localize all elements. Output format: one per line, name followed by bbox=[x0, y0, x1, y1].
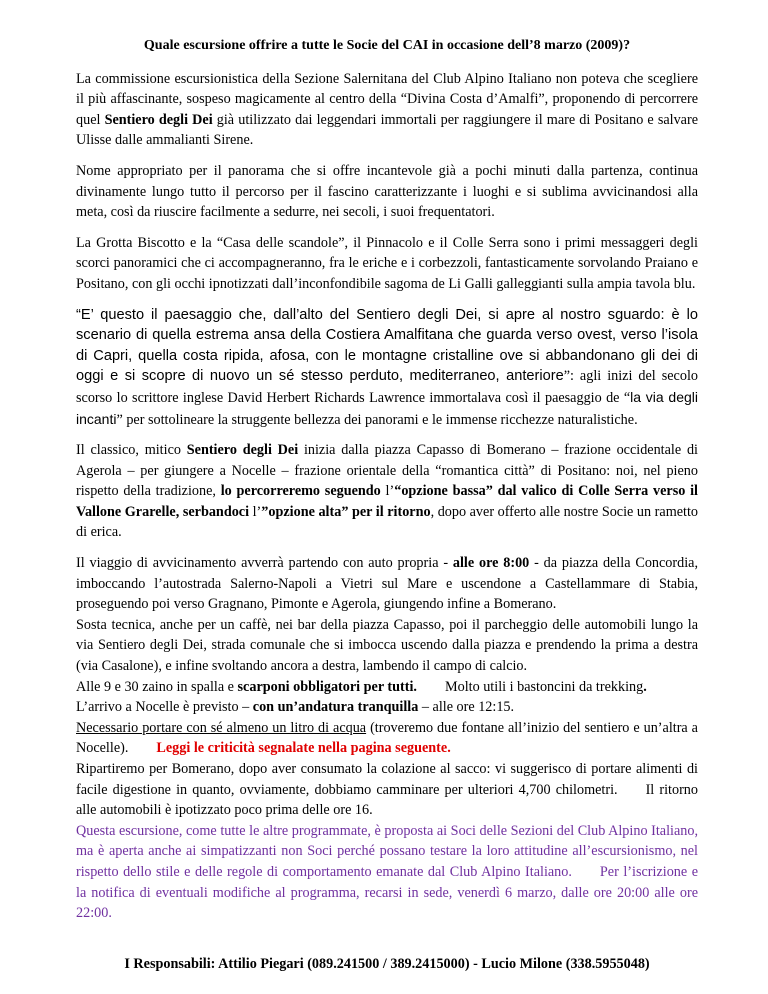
bold-text: alle ore 8:00 bbox=[452, 555, 530, 572]
logistics-registration bbox=[76, 821, 698, 924]
bold-text: ”opzione alta” per il ritorno bbox=[261, 503, 431, 520]
text: Ripartiremo per Bomerano, dopo aver consumato la colazione al sacco: vi suggerisco di portare alimenti di facile digestione in quanto, ovviamente, dobbiamo camminare per ulteriori 4,700 chilometri. bbox=[76, 761, 698, 798]
quote-title: la via degli incanti bbox=[76, 388, 698, 427]
paragraph-name: Nome appropriato per il panorama che si offre incantevole già a pochi minuti dalla partenza, continua divinamente lungo tutto il percorso per il fascino caratterizzante i luoghi e si sublima avvicinandosi alla meta, così da riuscire facilmente a sedurre, nei secoli, i suoi frequentatori. bbox=[76, 162, 698, 221]
text: già utilizzato dai leggendari immortali per raggiungere il mare di Positano e salvare Ulisse dalle ammalianti Sirene. bbox=[76, 111, 699, 149]
text: Il classico, mitico bbox=[76, 442, 187, 459]
text: - da piazza della Concordia, imboccando l’autostrada Salerno-Napoli a Vietri sul Mare e uscendone a Castellammare di Stabia, proseguendo poi verso Gragnano, Pimonte e Agerola, giungendo infine a Bomerano. bbox=[76, 555, 699, 613]
text: Per l’iscrizione e la notifica di eventuali modifiche al programma, recarsi in sede, venerdì 6 marzo, dalle ore 20:00 alle ore 22:00. bbox=[76, 863, 698, 922]
paragraph-quote bbox=[76, 305, 698, 431]
warning-text: Leggi le criticità segnalate nella pagina seguente. bbox=[156, 740, 451, 757]
text: l’ bbox=[249, 503, 262, 520]
bold-text: scarponi obbligatori per tutti. bbox=[237, 678, 417, 695]
logistics-stop: Sosta tecnica, anche per un caffè, nei bar della piazza Capasso, poi il parcheggio delle automobili lungo la via Sentiero degli Dei, strada comunale che si imbocca uscendo dalla piazza e prendendo la prima a destra (via Casalone), e infine svoltando ancora a destra, lambendo il campo di calcio. bbox=[76, 616, 698, 675]
logistics-water bbox=[76, 718, 698, 759]
paragraph-logistics bbox=[76, 553, 698, 924]
logistics-travel bbox=[76, 553, 698, 615]
bold-text: . bbox=[643, 678, 647, 695]
text: l’ bbox=[380, 483, 395, 500]
text: La commissione escursionistica della Sezione Salernitana del Club Alpino Italiano non poteva che scegliere il più affascinante, sospeso magicamente al centro della “Divina Costa d’Amalfi”, proponendo di percorrere quel bbox=[76, 70, 698, 128]
text: Il ritorno alle automobili è ipotizzato poco prima delle ore 16. bbox=[76, 781, 698, 819]
paragraph-intro bbox=[76, 69, 698, 151]
bold-text: con un’andatura tranquilla bbox=[252, 699, 419, 716]
text: (troveremo due fontane all’inizio del sentiero e un’altra a Nocelle). bbox=[76, 719, 698, 757]
logistics-return bbox=[76, 759, 698, 821]
text: Molto utili i bastoncini da trekking bbox=[444, 678, 644, 695]
text: Alle 9 e 30 zaino in spalla e bbox=[76, 678, 238, 695]
bold-text: Sentiero degli Dei bbox=[104, 111, 213, 128]
text: inizia dalla piazza Capasso di Bomerano – frazione occidentale di Agerola – per giungere a Nocelle – frazione orientale della “romantica città” di Positano: noi, nel pieno rispetto della tradizione, bbox=[76, 442, 698, 500]
text: – alle ore 12:15. bbox=[418, 699, 515, 716]
bold-text: “opzione bassa” dal valico di Colle Serra verso il Vallone Grarelle, serbandoci bbox=[76, 483, 698, 520]
text: L’arrivo a Nocelle è previsto – bbox=[76, 699, 253, 716]
bold-text: lo percorreremo seguendo bbox=[220, 483, 381, 500]
lawrence-quote: “E’ questo il paesaggio che, dall’alto del Sentiero degli Dei, si apre al nostro sguardo: è lo scenario di quella estrema ansa della Costiera Amalfitana che guarda verso ovest, verso l’isola di Capri, quella costa ripida, afosa, con le montagne cristalline ove si abbandonano gli dei di oggi e si scopre di nuovo un sé stesso perduto, mediterraneo, anteriore bbox=[76, 306, 698, 385]
text: ” per sottolineare la struggente bellezza dei panorami e le immense ricchezze naturalistiche. bbox=[116, 411, 638, 428]
text: ”: agli inizi del secolo scorso lo scrittore inglese David Herbert Richards Lawrence immortalava così il paesaggio de “ bbox=[76, 368, 698, 406]
bold-text: Sentiero degli Dei bbox=[186, 442, 299, 459]
text: , dopo aver offerto alle nostre Socie un rametto di erica. bbox=[76, 503, 699, 541]
logistics-start bbox=[76, 677, 698, 698]
logistics-arrival bbox=[76, 697, 698, 718]
paragraph-landmarks: La Grotta Biscotto e la “Casa delle scandole”, il Pinnacolo e il Colle Serra sono i primi messaggeri degli scorci panoramici che ci accompagneranno, fra le eriche e i corbezzoli, fantasticamente sorvolando Praiano e Positano, con gli occhi ipnotizzati dall’inconfondibile sagoma de Li Galli galleggianti sulla ampia tavola blu. bbox=[76, 234, 698, 292]
underlined-text: Necessario portare con sé almeno un litro di acqua bbox=[76, 719, 367, 736]
footer-contacts: I Responsabili: Attilio Piegari (089.241500 / 389.2415000) - Lucio Milone (338.5955048) bbox=[124, 955, 650, 972]
text: Il viaggio di avvicinamento avverrà partendo con auto propria - bbox=[76, 555, 453, 572]
page-title: Quale escursione offrire a tutte le Socie del CAI in occasione dell’8 marzo (2009)? bbox=[143, 38, 631, 53]
paragraph-route bbox=[76, 440, 698, 543]
text: Questa escursione, come tutte le altre programmate, è proposta ai Soci delle Sezioni del Club Alpino Italiano, ma è aperta anche ai simpatizzanti non Soci perché possano testare la loro attitudine all’escursionismo, nel rispetto dello stile e delle regole di comportamento emanate dal Club Alpino Italiano. bbox=[76, 822, 698, 880]
document-page bbox=[76, 36, 698, 974]
